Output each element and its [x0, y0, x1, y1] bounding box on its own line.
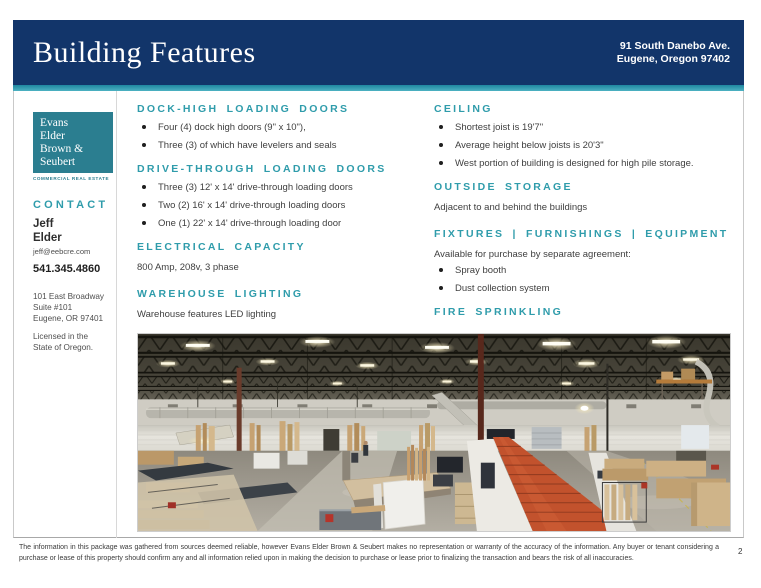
fixtures-intro-text: Available for purchase by separate agreement:: [434, 249, 631, 260]
property-address: [617, 40, 730, 66]
bullet-item: Three (3) 12' x 14' drive-through loading doors: [137, 182, 427, 193]
bullet-dot: [142, 203, 146, 207]
bullet-item: West portion of building is designed for high pile storage.: [434, 158, 734, 169]
contact-last-name: Elder: [33, 231, 62, 244]
section-heading-ceiling: CEILING: [434, 103, 493, 115]
bullet-item: Two (2) 16' x 14' drive-through loading doors: [137, 200, 427, 211]
warehouse-interior-photo: [137, 333, 731, 532]
office-address-line1: 101 East Broadway: [33, 292, 105, 301]
contact-first-name: Jeff: [33, 218, 54, 230]
contact-email-link[interactable]: jeff@eebcre.com: [33, 247, 91, 256]
logo-line1: Evans: [40, 117, 69, 129]
header-accent-stripe: [13, 85, 744, 91]
dock-high-bullet-list: [137, 122, 427, 151]
bullet-dot: [439, 125, 443, 129]
section-heading-fire-sprinkling: FIRE SPRINKLING: [434, 306, 564, 318]
office-address-line2: Suite #101: [33, 303, 73, 312]
warehouse-lighting-text: Warehouse features LED lighting: [137, 309, 277, 320]
logo-line2: Elder: [40, 130, 65, 142]
logo-line3: Brown &: [40, 143, 84, 155]
bullet-dot: [142, 125, 146, 129]
bullet-dot: [439, 161, 443, 165]
bullet-item: Average height below joists is 20'3": [434, 140, 734, 151]
bullet-dot: [142, 143, 146, 147]
bullet-dot: [439, 286, 443, 290]
page-title: Building Features: [33, 35, 256, 69]
page-header: [13, 20, 744, 85]
license-note-line1: Licensed in the: [33, 332, 89, 341]
section-heading-fixtures-furnishings-equipment: FIXTURES | FURNISHINGS | EQUIPMENT: [434, 228, 729, 240]
contact-name: [33, 218, 62, 245]
bullet-dot: [142, 185, 146, 189]
logo-line4: Seubert: [40, 156, 76, 168]
bullet-item: Four (4) dock high doors (9" x 10"),: [137, 122, 427, 133]
outside-storage-text: Adjacent to and behind the buildings: [434, 202, 588, 213]
ceiling-bullet-list: [434, 122, 734, 169]
bullet-dot: [439, 268, 443, 272]
bullet-item: Three (3) of which have levelers and seals: [137, 140, 427, 151]
license-note: [33, 331, 93, 353]
features-column-left: [137, 103, 427, 325]
section-heading-electrical-capacity: ELECTRICAL CAPACITY: [137, 241, 306, 253]
fixtures-bullet-list: [434, 265, 734, 294]
section-heading-dock-high-loading-doors: DOCK-HIGH LOADING DOORS: [137, 103, 350, 115]
disclaimer-text: The information in this package was gathered from sources deemed reliable, however Evans Elder Brown & Seubert makes no representation or warranty of the accuracy of the information. Any buyer or tenant considering a purchase or lease of this property should confirm any and all information relied upon in making the decision to purchase or lease prior to finalizing the transaction and bears the risk of all inaccuracies.: [19, 544, 719, 562]
office-address: [33, 291, 104, 324]
bullet-item: Shortest joist is 19'7": [434, 122, 734, 133]
sidebar-divider: [116, 91, 117, 538]
property-address-line2: Eugene, Oregon 97402: [616, 52, 730, 65]
license-note-line2: State of Oregon.: [33, 343, 94, 352]
bullet-item: Spray booth: [434, 265, 734, 276]
contact-phone: 541.345.4860: [33, 263, 101, 275]
section-heading-outside-storage: OUTSIDE STORAGE: [434, 181, 573, 193]
features-column-right: [434, 103, 734, 325]
bullet-item: One (1) 22' x 14' drive-through loading door: [137, 218, 427, 229]
logo-tagline: COMMERCIAL REAL ESTATE: [33, 176, 110, 181]
company-logo: [33, 112, 113, 173]
page-number: 2: [738, 547, 743, 556]
section-heading-warehouse-lighting: WAREHOUSE LIGHTING: [137, 288, 304, 300]
bullet-dot: [439, 143, 443, 147]
electrical-capacity-text: 800 Amp, 208v, 3 phase: [137, 262, 239, 273]
office-address-line3: Eugene, OR 97401: [33, 314, 104, 323]
warehouse-photo-art: [138, 334, 730, 531]
section-heading-drive-through-loading-doors: DRIVE-THROUGH LOADING DOORS: [137, 163, 387, 175]
bullet-item: Dust collection system: [434, 283, 734, 294]
bullet-dot: [142, 221, 146, 225]
drive-through-bullet-list: [137, 182, 427, 229]
property-address-line1: 91 South Danebo Ave.: [619, 39, 730, 52]
contact-heading: CONTACT: [33, 199, 109, 211]
